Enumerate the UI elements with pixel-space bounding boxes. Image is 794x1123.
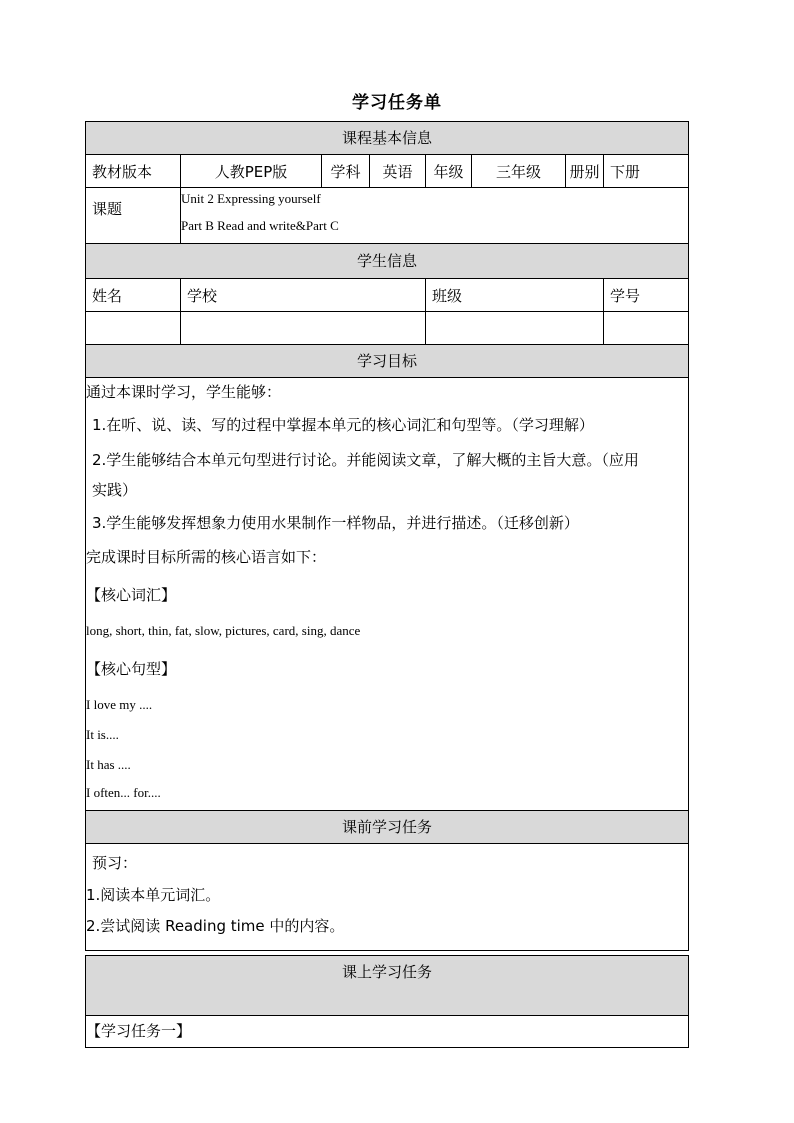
objective-item-2-cont: 实践） [92,481,138,499]
in-class-body [85,1015,689,1048]
preview-item-1: 1.阅读本单元词汇。 [86,886,221,904]
class-label: 班级 [425,278,604,312]
preview-label: 预习： [92,854,138,872]
student-id-label: 学号 [603,278,689,312]
topic-line-2: Part B Read and write&Part C [181,218,339,233]
topic-line-1: Unit 2 Expressing yourself [181,191,321,206]
school-label: 学校 [180,278,426,312]
page-title: 学习任务单 [352,93,442,113]
core-vocab-label: 【核心词汇】 [86,586,177,604]
student-info-header: 学生信息 [85,243,689,279]
task-one-label: 【学习任务一】 [86,1022,192,1040]
sentence-2: It is.... [86,727,119,742]
core-vocab-list: long, short, thin, fat, slow, pictures, card, sing, dance [86,623,361,638]
textbook-edition-value: 人教PEP版 [180,154,322,188]
sentence-4: I often... for.... [86,785,161,800]
school-value-field[interactable] [180,311,426,345]
course-info-header: 课程基本信息 [85,121,689,155]
subject-label: 学科 [321,154,370,188]
objectives-body [85,377,689,811]
core-sentence-label: 【核心句型】 [86,660,177,678]
pre-class-body [85,843,689,951]
objective-item-1: 1.在听、说、读、写的过程中掌握本单元的核心词汇和句型等。（学习理解） [92,416,594,434]
objective-item-3: 3.学生能够发挥想象力使用水果制作一样物品，并进行描述。（迁移创新） [92,514,579,532]
preview-item-2: 2.尝试阅读 Reading time 中的内容。 [86,917,345,935]
grade-value: 三年级 [471,154,566,188]
objectives-header: 学习目标 [85,344,689,378]
pre-class-header: 课前学习任务 [85,810,689,844]
student-id-value-field[interactable] [603,311,689,345]
name-label: 姓名 [85,278,181,312]
sentence-3: It has .... [86,757,131,772]
core-language-intro: 完成课时目标所需的核心语言如下： [86,548,327,566]
textbook-edition-label: 教材版本 [85,154,181,188]
sentence-1: I love my .... [86,697,153,712]
topic-label: 课题 [85,187,181,244]
class-value-field[interactable] [425,311,604,345]
in-class-header: 课上学习任务 [85,955,689,1016]
objectives-intro: 通过本课时学习，学生能够： [86,383,282,401]
objective-item-2: 2.学生能够结合本单元句型进行讨论。并能阅读文章，了解大概的主旨大意。（应用 [92,451,639,469]
volume-label: 册别 [565,154,604,188]
name-value-field[interactable] [85,311,181,345]
topic-value [180,187,689,244]
subject-value: 英语 [369,154,426,188]
volume-value: 下册 [603,154,689,188]
grade-label: 年级 [425,154,472,188]
